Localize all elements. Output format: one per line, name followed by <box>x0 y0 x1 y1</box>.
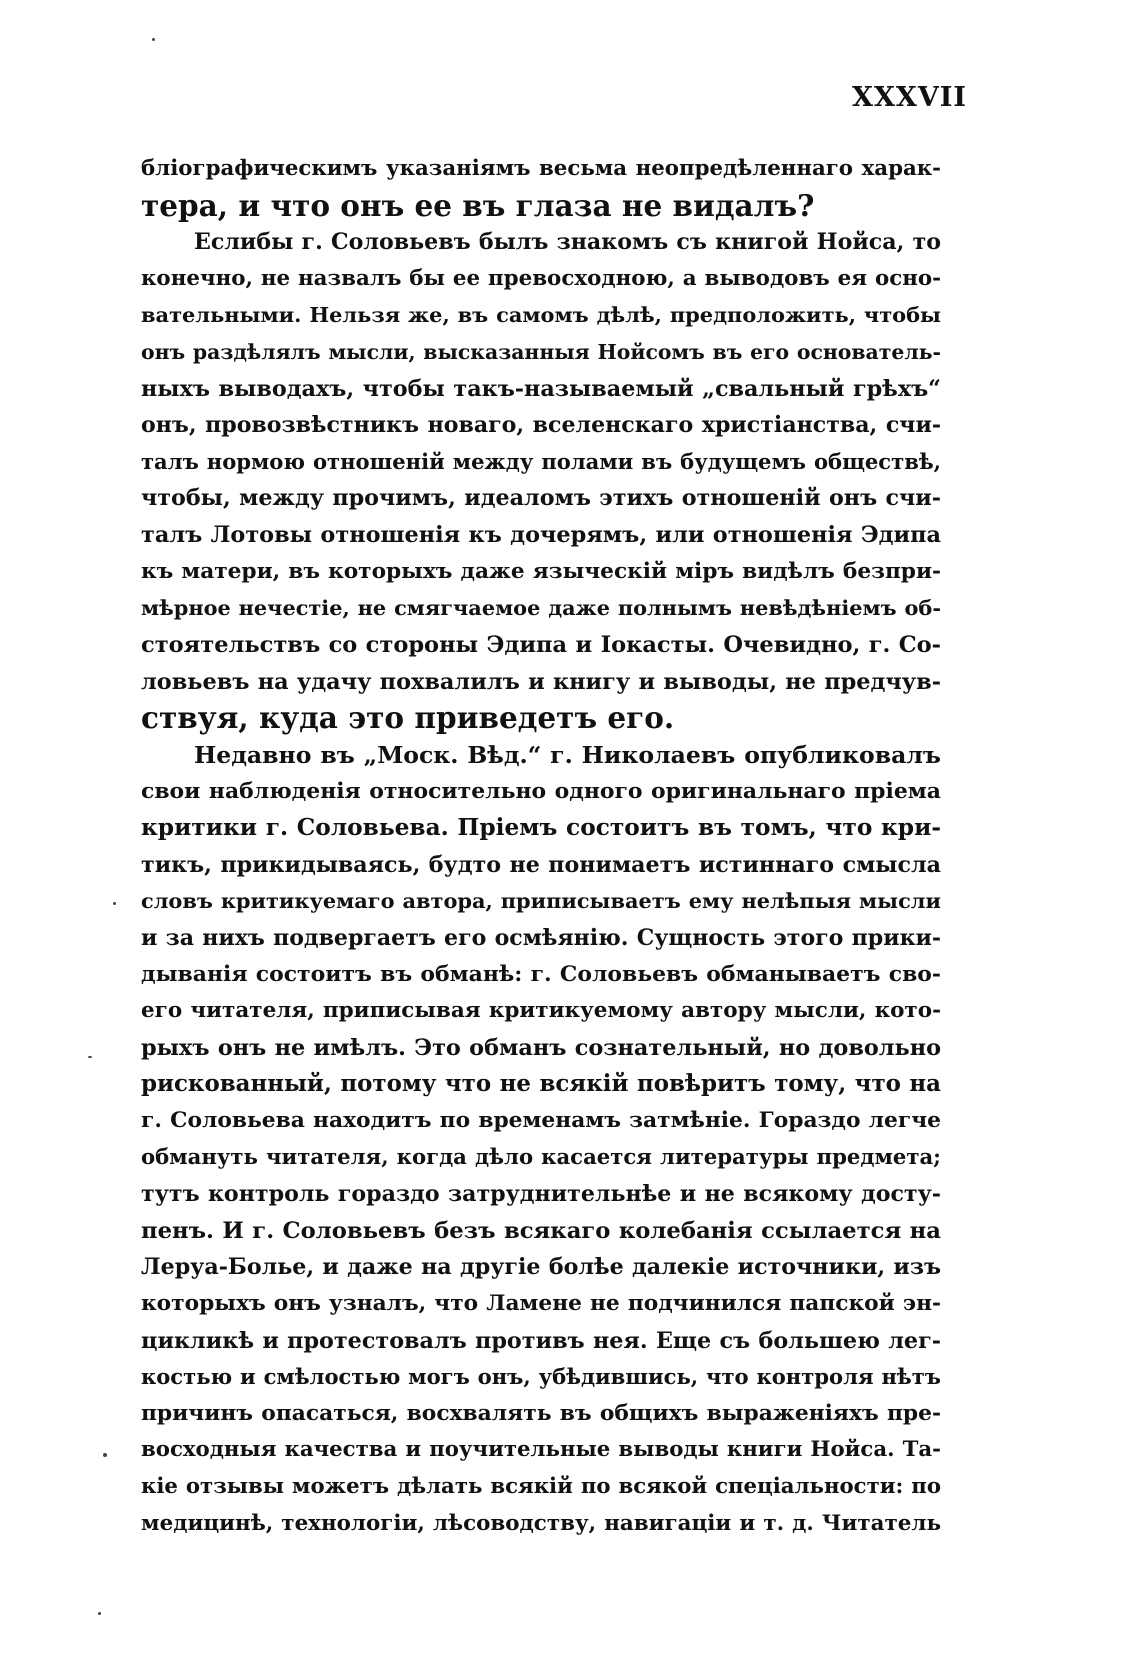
ink-speck <box>103 1453 107 1457</box>
text-line: цикликѣ и протестовалъ противъ нея. Еще съ большею лег- <box>141 1327 941 1354</box>
text-line: ловьевъ на удачу похвалилъ и книгу и выводы, не предчув- <box>141 668 941 695</box>
text-line: конечно, не назвалъ бы ее превосходною, а выводовъ ея осно- <box>141 265 941 291</box>
text-line: Леруа-Болье, и даже на другіе болѣе далекіе источники, изъ <box>141 1254 941 1281</box>
text-line: мѣрное нечестіе, не смягчаемое даже полнымъ невѣдѣніемъ об- <box>141 595 941 621</box>
text-line: вательными. Нельзя же, въ самомъ дѣлѣ, предположить, чтобы <box>141 302 941 328</box>
text-line: тутъ контроль гораздо затруднительнѣе и не всякому досту- <box>141 1181 941 1208</box>
text-line: кіе отзывы можетъ дѣлать всякій по всякой спеціальности: по <box>141 1473 941 1499</box>
text-line: восходныя качества и поучительные выводы книги Нойса. Та- <box>141 1437 941 1463</box>
text-line: стоятельствъ со стороны Эдипа и Іокасты. Очевидно, г. Со- <box>141 631 941 658</box>
text-line: Еслибы г. Соловьевъ былъ знакомъ съ книгой Нойса, то <box>194 229 941 256</box>
body-text <box>141 151 941 1542</box>
page-number: XXXVII <box>852 82 968 113</box>
text-line: которыхъ онъ узналъ, что Ламене не подчинился папской эн- <box>141 1290 941 1316</box>
ink-speck <box>113 902 116 905</box>
text-line: обмануть читателя, когда дѣло касается литературы предмета; <box>141 1144 941 1170</box>
text-line: рыхъ онъ не имѣлъ. Это обманъ сознательный, но довольно <box>141 1034 941 1061</box>
text-line: тикъ, прикидываясь, будто не понимаетъ истиннаго смысла <box>141 851 941 878</box>
text-line: талъ Лотовы отношенія къ дочерямъ, или отношенія Эдипа <box>141 522 941 549</box>
ink-speck <box>88 1056 92 1058</box>
text-line: словъ критикуемаго автора, приписываетъ ему нелѣпыя мысли <box>141 888 941 914</box>
text-line: причинъ опасаться, восхвалять въ общихъ выраженіяхъ пре- <box>141 1400 941 1426</box>
text-line: критики г. Соловьева. Пріемъ состоитъ въ томъ, что кри- <box>141 813 941 841</box>
text-line: къ матери, въ которыхъ даже языческій міръ видѣлъ безпри- <box>141 558 941 584</box>
text-line: бліографическимъ указаніямъ весьма неопредѣленнаго харак- <box>141 156 941 181</box>
text-line: онъ, провозвѣстникъ новаго, вселенскаго христіанства, счи- <box>141 412 941 439</box>
text-line: медицинѣ, технологіи, лѣсоводству, навигаціи и т. д. Читатель <box>141 1510 941 1536</box>
text-line: рискованный, потому что не всякій повѣритъ тому, что на <box>141 1070 941 1098</box>
text-line: талъ нормою отношеній между полами въ будущемъ обществѣ, <box>141 448 941 474</box>
ink-speck <box>98 1612 101 1615</box>
text-line: и за нихъ подвергаетъ его осмѣянію. Сущность этого прики- <box>141 924 941 951</box>
text-line: Недавно въ „Моск. Вѣд.“ г. Николаевъ опубликовалъ <box>194 740 941 769</box>
ink-speck <box>152 38 155 41</box>
text-line: пенъ. И г. Соловьевъ безъ всякаго колебанія ссылается на <box>141 1217 941 1244</box>
text-line: г. Соловьева находитъ по временамъ затмѣніе. Гораздо легче <box>141 1107 941 1133</box>
text-line: ствуя, куда это приведетъ его. <box>141 700 675 736</box>
text-line: чтобы, между прочимъ, идеаломъ этихъ отношеній онъ счи- <box>141 485 941 512</box>
text-line: его читателя, приписывая критикуемому автору мысли, кото- <box>141 998 941 1024</box>
text-line: ныхъ выводахъ, чтобы такъ-называемый „свальный грѣхъ“ <box>141 375 941 402</box>
text-line: костью и смѣлостью могъ онъ, убѣдившись, что контроля нѣтъ <box>141 1364 941 1390</box>
text-line: дыванія состоитъ въ обманѣ: г. Соловьевъ обманываетъ сво- <box>141 961 941 988</box>
text-line: онъ раздѣлялъ мысли, высказанныя Нойсомъ въ его основатель- <box>141 340 941 365</box>
text-line: свои наблюденія относительно одного оригинальнаго пріема <box>141 778 941 805</box>
text-line: тера, и что онъ ее въ глаза не видалъ? <box>141 187 815 223</box>
